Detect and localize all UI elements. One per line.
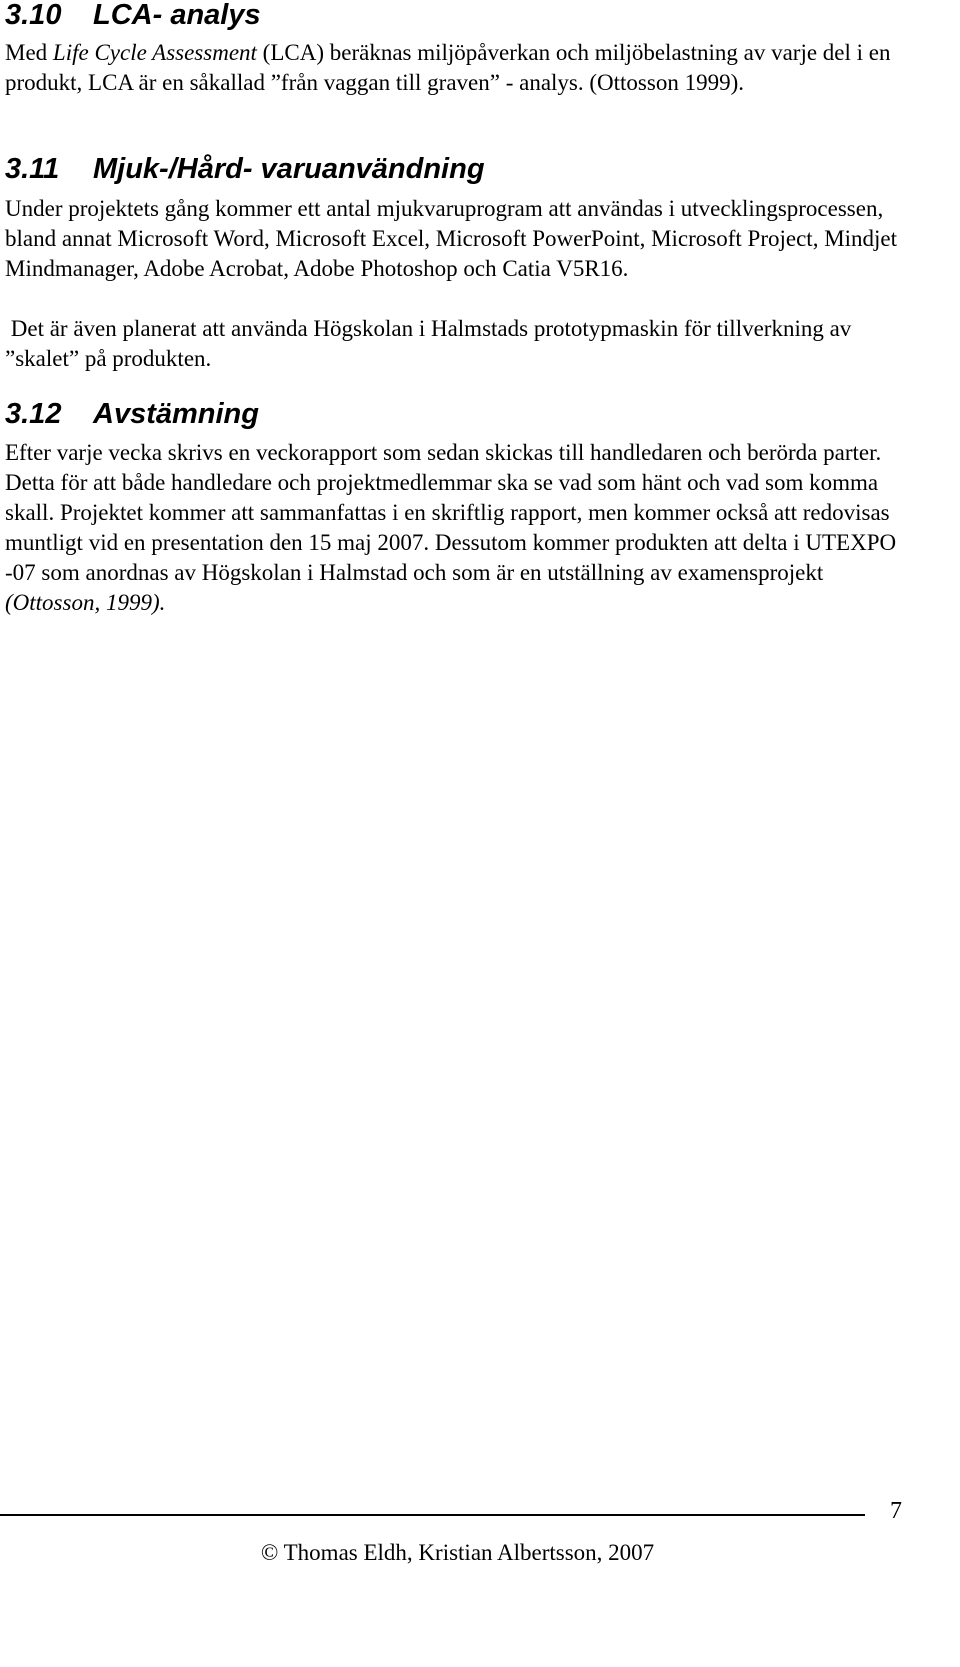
paragraph-lca <box>5 38 900 98</box>
section-heading-3-11 <box>5 152 485 186</box>
section-title: Avstämning <box>93 398 259 430</box>
footer-divider <box>0 1514 865 1516</box>
section-number: 3.10 <box>5 0 62 31</box>
paragraph-prototype-machine: Det är även planerat att använda Högskolan i Halmstads prototypmaskin för tillverkning av ”skalet” på produkten. <box>5 316 858 371</box>
section-number: 3.12 <box>5 398 62 430</box>
paragraph-text: (LCA) beräknas miljöpåverkan och miljöbelastning av varje del i en produkt, LCA är en såkallad ”från vaggan till graven” - analys. (Ottosson 1999). <box>5 40 891 95</box>
section-title: Mjuk-/Hård- varuanvändning <box>93 153 485 185</box>
paragraph-text: Efter varje vecka skrivs en veckorapport som sedan skickas till handledaren och berörda parter. Detta för att både handledare och projektmedlemmar ska se vad som hänt och vad som komma skall. Projektet kommer att sammanfattas i en skriftlig rapport, men kommer också att redovisas muntligt vid en presentation den 15 maj 2007. Dessutom kommer produkten att delta i UTEXPO -07 som anordnas av Högskolan i Halmstad och som är en utställning av examensprojekt <box>5 440 897 585</box>
italic-term: Life Cycle Assessment <box>52 40 257 65</box>
section-title: LCA- analys <box>93 0 261 31</box>
paragraph-reconciliation <box>5 438 900 618</box>
copyright-notice: © Thomas Eldh, Kristian Albertsson, 2007 <box>260 1540 655 1565</box>
paragraph-intro: Med <box>5 40 53 65</box>
section-heading-3-12 <box>5 397 259 431</box>
section-heading-3-10 <box>5 0 261 32</box>
paragraph-software: Under projektets gång kommer ett antal mjukvaruprogram att användas i utvecklingsprocessen, bland annat Microsoft Word, Microsoft Excel, Microsoft PowerPoint, Microsoft Project, Mindjet Mindmanager, Adobe Acrobat, Adobe Photoshop och Catia V5R16. <box>5 196 898 281</box>
citation: (Ottosson, 1999). <box>5 590 166 615</box>
section-number: 3.11 <box>5 153 60 185</box>
page-number: 7 <box>890 1498 902 1524</box>
